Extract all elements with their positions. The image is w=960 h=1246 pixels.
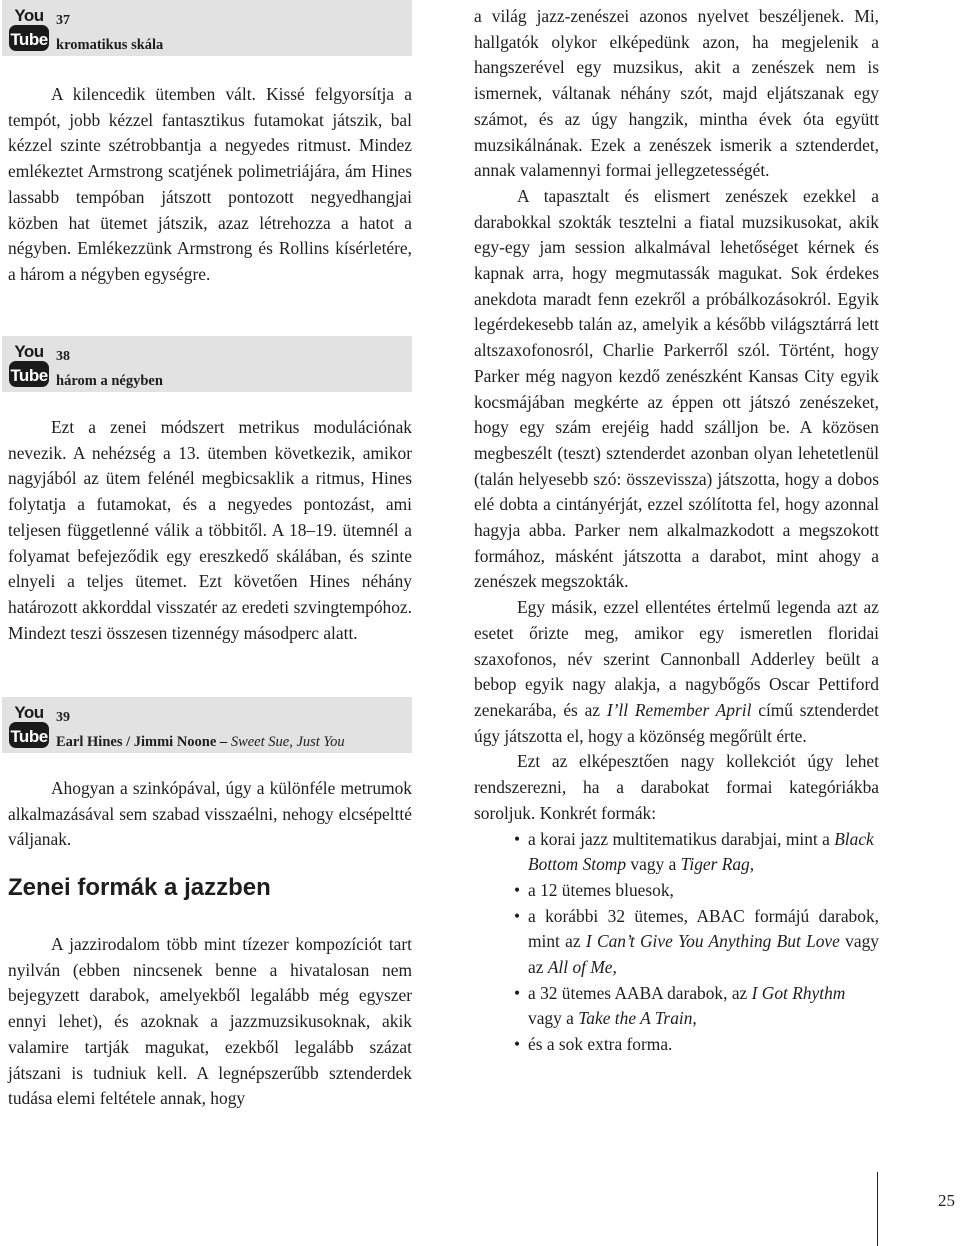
left-text-block-3: [8, 776, 412, 853]
youtube-icon[interactable]: [8, 701, 50, 749]
list-item: • a 32 ütemes AABA darabok, az I Got Rhythm vagy a Take the A Train,: [514, 982, 846, 1029]
list-item: • a korábbi 32 ütemes, ABAC formájú darabok, mint az I Can’t Give You Anything But Love vagy az All of Me,: [514, 905, 879, 978]
paragraph: Egy másik, ezzel ellentétes értelmű legenda azt az esetet őrizte meg, amikor egy ismeretlen floridai szaxofonos, név szerint Cannonball Adderley beült a bebop egyik nagy alakja, a nagybőgős Oscar Pettiford zenekarába, és az I’ll Remember April című sztenderdet úgy játszotta el, hogy a közönség megőrült érte.: [474, 597, 879, 746]
youtube-icon[interactable]: [8, 340, 50, 388]
paragraph: A tapasztalt és elismert zenészek ezekkel a darabokkal szokták tesztelni a fiatal muzsikusokat, akik egy-egy jam session alkalmával lehetőséget kérnek és kapnak arra, hogy megmutassák magukat. Sok érdekes anekdota maradt fenn ezekről a próbálkozásokról. Egyik legérdekesebb talán az, amelyik a később világsztárrá lett altszaxofonosról, Charlie Parkerről szól. Történt, hogy Parker még nagyon kezdő zenészként Kansas City egyik kocsmájában megkérte az éppen ott játszó zenészeket, hogy egy szám erejéig hadd szálljon be. A közösen megbeszélt (teszt) sztenderdet azonban olyan lehetetlenül (talán helyesebb szó: összevissza) játszotta, hogy a dobos elé dobta a cintányérját, ezzel szólította fel, hogy azonnal hagyja abba. Parker nem alkalmazkodott a megszokott formához, másként játszotta a darabot, mint ahogy a zenészek megszokták.: [474, 185, 879, 592]
footer-divider: [877, 1172, 878, 1246]
youtube-number: 38: [56, 349, 70, 364]
paragraph: Ezt a zenei módszert metrikus modulációnak nevezik. A nehézség a 13. ütemben következik, amikor nagyjából az ütem felénél megbicsaklik a ritmus, Hines folytatja a futamokat, és a negyedes pontozást, ami teljesen függetlenné válik a többitől. A 18–19. ütemnél a folyamat befejeződik egy ereszkedő skálában, és szinte elnyeli a teljes ütemet. Ezt követően Hines néhány határozott akkorddal visszatér az eredeti szvingtempóhoz. Mindezt teszi összesen tizennégy másodperc alatt.: [8, 417, 412, 643]
paragraph: A kilencedik ütemben vált. Kissé felgyorsítja a tempót, jobb kézzel fantasztikus futamokat játszik, bal kézzel szinte szétrobbantja a negyedes ritmust. Mindez emlékeztet Armstrong scatjének polimetriájára, ám Hines lassabb tempóban játszott pontozott negyedhangjai közben hat ütemet játszik, azaz létrehozza a hatot a négyben. Emlékezzünk Armstrong és Rollins kísérletére, a három a négyben egységre.: [8, 84, 412, 284]
list-item: • a 12 ütemes bluesok,: [514, 879, 674, 900]
list-item: • és a sok extra forma.: [514, 1034, 673, 1055]
page-number: 25: [938, 1191, 955, 1210]
youtube-number: 37: [56, 13, 70, 28]
right-column: [474, 4, 879, 1058]
paragraph: Ezt az elképesztően nagy kollekciót úgy lehet rendszerezni, ha a darabokat formai kategóriákba soroljuk. Konkrét formák:: [474, 751, 879, 823]
paragraph: A jazzirodalom több mint tízezer kompozíciót tart nyilván (ebben nincsenek benne a hivatalosan nem bejegyzett darabok, amelyekből legalább még egyszer ennyi lehet), és azoknak a jazzmuzsikusoknak, akik valamire tartják magukat, ezekből legalább százat játszani is tudniuk kell. A legnépszerűbb sztenderdek tudása elemi feltétele annak, hogy: [8, 934, 412, 1109]
youtube-icon[interactable]: [8, 4, 50, 52]
youtube-box-37[interactable]: [2, 0, 412, 56]
left-text-block-2: [8, 415, 412, 646]
youtube-title: három a négyben: [56, 373, 163, 389]
paragraph: a világ jazz-zenészei azonos nyelvet beszéljenek. Mi, hallgatók olykor elképedünk azon, ha megjelenik a hangszerével egy muzsikus, akit a zenészek nem is ismernek, váltanak néhány szót, majd eljátszanak egy számot, és az úgy hangzik, mintha évek óta együtt muzsikálnának. Ezek a zenészek ismerik a sztenderdet, annak valamennyi formai jellegzetességét.: [474, 6, 879, 181]
youtube-box-38[interactable]: [2, 336, 412, 392]
list-item: • a korai jazz multitematikus darabjai, mint a Black Bottom Stomp vagy a Tiger Rag,: [514, 828, 874, 875]
youtube-number: 39: [56, 710, 70, 725]
section-heading: Zenei formák a jazzben: [8, 874, 271, 901]
paragraph: Ahogyan a szinkópával, úgy a különféle metrumok alkalmazásával sem szabad visszaélni, nehogy elcsépeltté váljanak.: [8, 778, 412, 850]
left-text-block-4: [8, 932, 412, 1112]
youtube-title: Earl Hines / Jimmi Noone – Sweet Sue, Just You: [56, 734, 345, 750]
youtube-title: kromatikus skála: [56, 37, 164, 53]
form-list: [474, 827, 879, 1058]
left-text-block-1: [8, 82, 412, 288]
youtube-box-39[interactable]: [2, 697, 412, 753]
